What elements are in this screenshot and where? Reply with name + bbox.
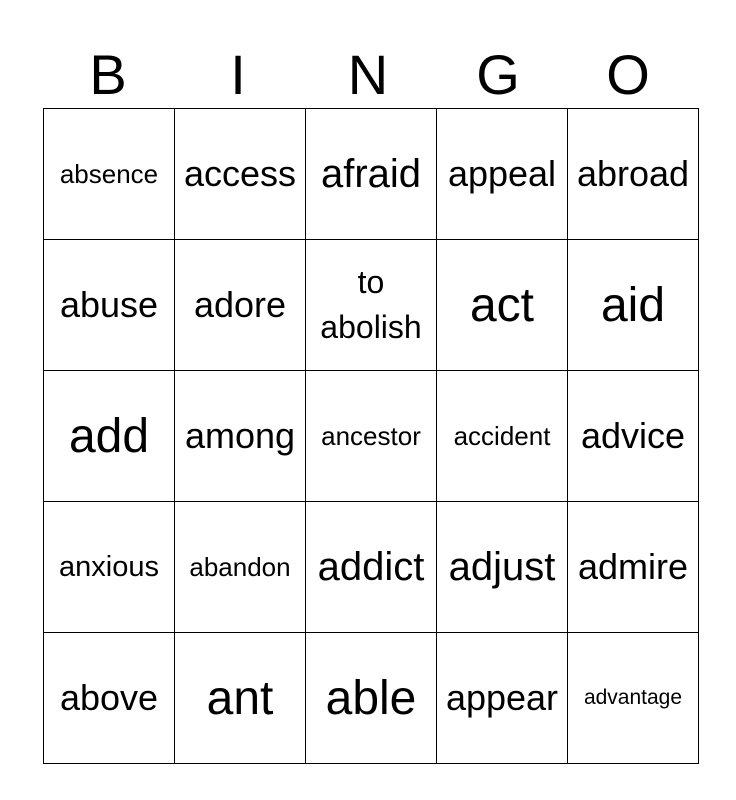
- bingo-cell: addict: [306, 502, 437, 633]
- bingo-cell: ancestor: [306, 371, 437, 502]
- bingo-header: [43, 42, 693, 108]
- bingo-cell: advantage: [568, 633, 699, 764]
- bingo-cell: anxious: [44, 502, 175, 633]
- bingo-cell: adjust: [437, 502, 568, 633]
- bingo-cell: absence: [44, 109, 175, 240]
- bingo-cell: among: [175, 371, 306, 502]
- bingo-cell: abroad: [568, 109, 699, 240]
- bingo-cell: appeal: [437, 109, 568, 240]
- bingo-cell: abandon: [175, 502, 306, 633]
- bingo-row: [44, 502, 699, 633]
- bingo-cell: to abolish: [306, 240, 437, 371]
- header-letter-b: B: [89, 43, 127, 106]
- header-letter-o: O: [606, 43, 650, 106]
- bingo-row: [44, 371, 699, 502]
- bingo-row: [44, 633, 699, 764]
- bingo-cell: accident: [437, 371, 568, 502]
- bingo-cell: able: [306, 633, 437, 764]
- bingo-cell: afraid: [306, 109, 437, 240]
- bingo-row: [44, 109, 699, 240]
- bingo-cell: admire: [568, 502, 699, 633]
- bingo-card: [43, 108, 699, 764]
- bingo-cell: access: [175, 109, 306, 240]
- bingo-row: [44, 240, 699, 371]
- bingo-cell: add: [44, 371, 175, 502]
- bingo-cell: abuse: [44, 240, 175, 371]
- bingo-cell: act: [437, 240, 568, 371]
- header-letter-i: I: [230, 43, 246, 106]
- bingo-cell: adore: [175, 240, 306, 371]
- header-letter-n: N: [347, 43, 389, 106]
- header-letter-g: G: [476, 43, 520, 106]
- bingo-cell: appear: [437, 633, 568, 764]
- bingo-cell: advice: [568, 371, 699, 502]
- bingo-cell: ant: [175, 633, 306, 764]
- bingo-cell: above: [44, 633, 175, 764]
- bingo-cell: aid: [568, 240, 699, 371]
